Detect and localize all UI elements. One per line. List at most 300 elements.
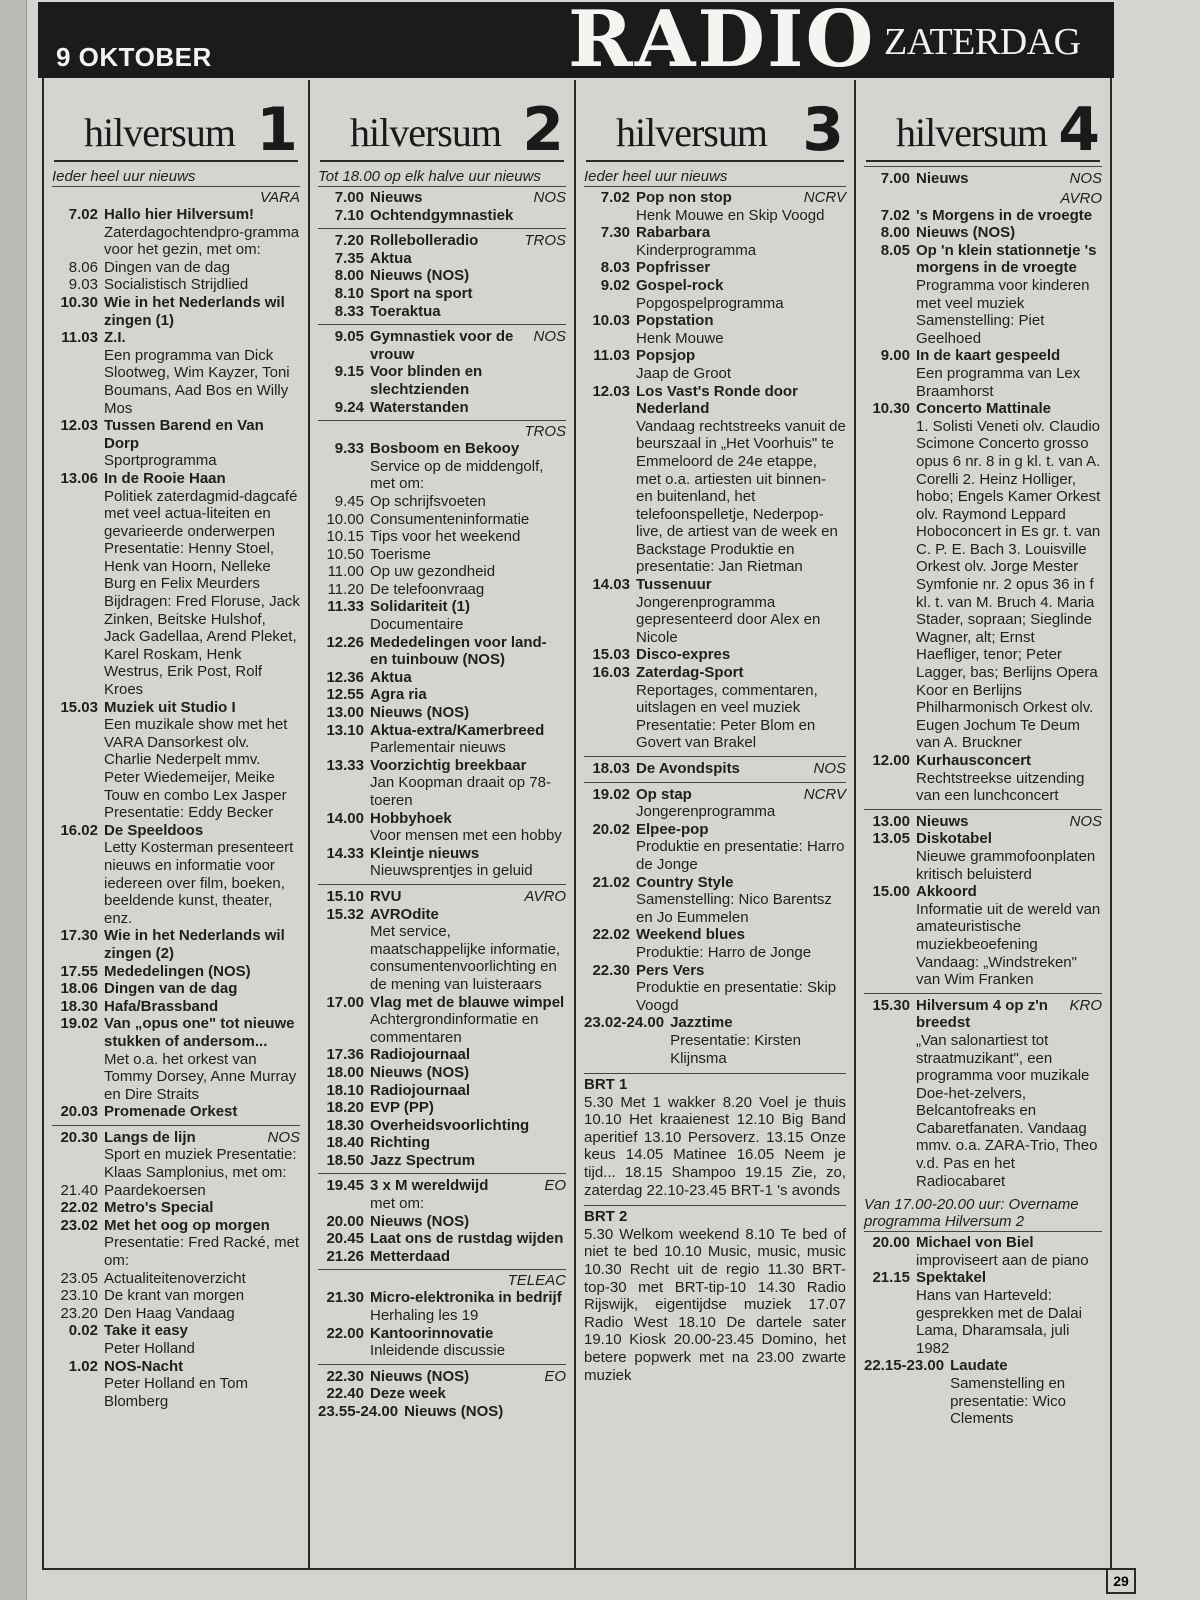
- broadcaster-tag: NOS: [533, 189, 566, 206]
- program-body: [104, 963, 300, 981]
- program-time: 15.03: [60, 698, 98, 716]
- program-time: 18.40: [326, 1134, 364, 1152]
- program-entry: [584, 874, 846, 927]
- program-time: 10.50: [326, 545, 364, 563]
- program-time: 21.26: [326, 1247, 364, 1265]
- program-time: 22.30: [326, 1367, 364, 1385]
- program-body: [636, 962, 846, 1015]
- program-title: Country Style: [636, 873, 734, 891]
- program-entry: [52, 1125, 300, 1182]
- broadcaster-tag: TROS: [524, 232, 566, 250]
- program-title: Nieuws (NOS): [404, 1403, 504, 1420]
- program-description: Achtergrondinformatie en commentaren: [370, 1011, 539, 1046]
- program-title: Nieuws (NOS): [370, 1212, 470, 1230]
- program-title: Elpee-pop: [636, 820, 709, 838]
- program-title: Metterdaad: [370, 1247, 451, 1265]
- program-body: [104, 998, 300, 1016]
- program-time: 14.03: [592, 576, 630, 594]
- program-title: Met het oog op morgen: [104, 1216, 270, 1234]
- program-body: [370, 563, 566, 581]
- program-body: [636, 347, 846, 382]
- program-time: 11.00: [327, 563, 364, 581]
- program-time: 7.30: [600, 224, 630, 242]
- program-entry: [318, 324, 566, 363]
- program-description: Vandaag rechtstreeks vanuit de beurszaal in „Het Voorhuis" te Emmeloord de 24e etappe, met o.a. artiesten uit binnen- en buitenland, het telefoonspelletje, Nederpop-live, de artiest van de week en Backstage Produktie en presentatie: Jan Rietman: [636, 417, 846, 576]
- program-title: Voor blinden en slechtzienden: [370, 363, 483, 398]
- program-entry: [52, 822, 300, 928]
- program-time: 22.02: [60, 1199, 98, 1217]
- program-body: [636, 760, 846, 778]
- program-title: Vlag met de blauwe wimpel: [370, 993, 565, 1011]
- program-entry: [52, 963, 300, 981]
- broadcaster-tag: NOS: [267, 1128, 300, 1146]
- program-entry: [52, 1199, 300, 1217]
- program-time: 8.00: [334, 267, 364, 285]
- program-time: 15.03: [592, 646, 630, 664]
- program-entry: [318, 845, 566, 880]
- program-body: [104, 699, 300, 822]
- program-title: AVROdite: [370, 905, 439, 923]
- program-description: Rechtstreekse uitzending van een lunchconcert: [916, 769, 1085, 805]
- program-title: Diskotabel: [916, 830, 992, 848]
- program-entry: [584, 1014, 846, 1067]
- program-description: Informatie uit de wereld van amateuristische muziekbeoefening Vandaag: „Windstreken" van Wim Franken: [916, 900, 1101, 989]
- program-title: Solidariteit (1): [370, 598, 471, 616]
- program-body: [916, 830, 1102, 883]
- program-body: [370, 581, 566, 599]
- program-description: Parlementair nieuws: [370, 739, 506, 757]
- program-body: [370, 546, 566, 564]
- program-entry: [318, 1152, 566, 1170]
- program-time: 18.06: [60, 980, 98, 998]
- program-entry: [318, 207, 566, 225]
- program-entry: [52, 1305, 300, 1323]
- program-description: Kinderprogramma: [636, 241, 757, 259]
- program-description: Zaterdagochtendpro-gramma voor het gezin, met om:: [104, 223, 300, 259]
- station-name: hilversum: [896, 110, 1047, 155]
- program-time: 7.10: [334, 206, 364, 224]
- program-body: [104, 980, 300, 998]
- program-body: [370, 1152, 566, 1170]
- station-number: 2: [522, 95, 564, 165]
- program-title: Aktua: [370, 668, 412, 686]
- program-title: Rabarbara: [636, 224, 711, 242]
- program-title: Langs de lijn: [104, 1128, 196, 1146]
- program-time: 18.00: [326, 1063, 364, 1081]
- program-title: In de Rooie Haan: [104, 469, 226, 487]
- program-body: [636, 312, 846, 347]
- program-entry: [584, 962, 846, 1015]
- broadcaster-tag: EO: [544, 1177, 566, 1195]
- program-body: [404, 1403, 566, 1421]
- program-body: [370, 285, 566, 303]
- program-description: Service op de middengolf, met om:: [370, 457, 544, 493]
- program-body: [104, 1015, 300, 1103]
- program-body: [370, 440, 566, 493]
- program-body: [370, 1230, 566, 1248]
- program-entry: [318, 1046, 566, 1064]
- program-description: Met o.a. het orkest van Tommy Dorsey, Anne Murray en Dire Straits: [104, 1050, 297, 1103]
- program-time: 13.00: [326, 704, 364, 722]
- program-time: 9.03: [68, 276, 98, 294]
- program-title: Dingen van de dag: [104, 258, 230, 276]
- broadcaster-tag: AVRO: [524, 887, 566, 905]
- program-title: Nieuws (NOS): [370, 704, 470, 722]
- program-title: 's Morgens in de vroegte: [916, 206, 1093, 224]
- program-entry: [584, 259, 846, 277]
- program-description: Politiek zaterdagmid-dagcafé met veel actua-liteiten en gevarieerde onderwerpen Presentatie: Henny Stoel, Henk van Hoorn, Nelleke Burg en Felix Meurders Bijdragen: Fred Floruse, Jack Zinken, Beitske Hulshof, Jack Gadellaa, Arend Pleket, Karel Roskam, Henk Westrus, Erik Post, Rolf Kroes: [104, 487, 300, 699]
- program-time: 15.30: [872, 996, 910, 1014]
- program-time: 21.02: [592, 873, 630, 891]
- program-body: [370, 1082, 566, 1100]
- program-time: 20.00: [326, 1212, 364, 1230]
- program-title: Mededelingen (NOS): [104, 962, 251, 980]
- program-title: Waterstanden: [370, 398, 469, 416]
- program-entry: [318, 363, 566, 398]
- program-entry: [864, 1234, 1102, 1269]
- program-time: 22.00: [326, 1324, 364, 1342]
- program-entry: [52, 259, 300, 277]
- program-title: Op 'n klein stationnetje 's morgens in de vroegte: [916, 241, 1097, 277]
- program-time: 15.10: [326, 887, 364, 905]
- program-body: [370, 363, 566, 398]
- program-body: [636, 576, 846, 646]
- station-number: 3: [802, 95, 844, 165]
- program-title: Popstation: [636, 312, 714, 330]
- program-entry: [318, 1248, 566, 1266]
- program-title: Radiojournaal: [370, 1046, 471, 1064]
- program-description: improviseert aan de piano: [916, 1251, 1089, 1269]
- program-entry: [584, 189, 846, 224]
- program-time: 23.05: [60, 1269, 98, 1287]
- program-time: 7.20: [334, 232, 364, 250]
- program-title: Jazztime: [670, 1014, 733, 1032]
- program-body: [370, 1064, 566, 1082]
- program-entry: [864, 207, 1102, 225]
- page-header: [38, 0, 1114, 85]
- program-title: Los Vast's Ronde door Nederland: [636, 382, 798, 418]
- program-description: Peter Holland: [104, 1340, 195, 1357]
- broadcaster-tag: EO: [544, 1367, 566, 1385]
- program-title: Laat ons de rustdag wijden: [370, 1230, 564, 1248]
- program-time: 11.20: [327, 580, 364, 598]
- program-title: Pers Vers: [636, 961, 705, 979]
- program-title: Rollebolleradio: [370, 232, 479, 250]
- program-entry: [318, 906, 566, 994]
- program-body: [916, 997, 1102, 1191]
- section-title: RADIO: [568, 0, 876, 85]
- program-title: Nieuws (NOS): [916, 224, 1016, 242]
- program-title: Metro's Special: [104, 1199, 214, 1217]
- program-title: Tussen Barend en Van Dorp: [104, 417, 264, 452]
- program-entry: [318, 1230, 566, 1248]
- program-entry: [52, 417, 300, 470]
- program-title: Toerisme: [370, 545, 431, 563]
- program-title: Socialistisch Strijdlied: [104, 276, 249, 294]
- program-description: met om:: [370, 1195, 425, 1213]
- program-title: Ochtendgymnastiek: [370, 206, 514, 224]
- program-time: 13.33: [326, 756, 364, 774]
- station-number: 4: [1058, 95, 1100, 165]
- program-entry: [318, 528, 566, 546]
- program-time: 9.33: [334, 440, 364, 458]
- program-time: 7.02: [880, 206, 910, 224]
- program-entry: [864, 400, 1102, 752]
- program-entry: [318, 399, 566, 417]
- program-time: 12.55: [326, 686, 364, 704]
- program-time: 9.00: [880, 347, 910, 365]
- station-header: [866, 80, 1100, 165]
- station-header: [54, 80, 298, 165]
- program-entry: [864, 224, 1102, 242]
- program-entry: [318, 581, 566, 599]
- program-body: [636, 259, 846, 277]
- program-body: [916, 242, 1102, 348]
- program-body: [370, 528, 566, 546]
- program-body: [670, 1014, 846, 1067]
- program-time: 0.02: [68, 1322, 98, 1340]
- program-time: 8.06: [68, 258, 98, 276]
- program-entry: [52, 980, 300, 998]
- program-time: 18.10: [326, 1081, 364, 1099]
- station-header: [320, 80, 564, 165]
- program-body: [370, 1117, 566, 1135]
- program-body: [104, 329, 300, 417]
- program-body: [104, 1322, 300, 1357]
- program-time: 19.02: [60, 1015, 98, 1033]
- program-body: [370, 511, 566, 529]
- program-body: [370, 1289, 566, 1324]
- program-entry: [52, 1287, 300, 1305]
- program-entry: [318, 810, 566, 845]
- program-body: [104, 206, 300, 259]
- day-label: ZATERDAG: [884, 21, 1081, 63]
- program-title: De krant van morgen: [104, 1287, 245, 1305]
- program-body: [370, 250, 566, 268]
- program-title: Wie in het Nederlands wil zingen (1): [104, 293, 285, 329]
- program-description: Een programma van Lex Braamhorst: [916, 364, 1081, 400]
- program-body: [370, 1325, 566, 1360]
- program-title: De telefoonvraag: [370, 580, 485, 598]
- program-description: Samenstelling en presentatie: Wico Clements: [950, 1375, 1066, 1428]
- program-title: Kleintje nieuws: [370, 844, 480, 862]
- program-time: 8.05: [880, 241, 910, 259]
- program-title: Promenade Orkest: [104, 1103, 238, 1121]
- program-description: Jongerenprogramma: [636, 803, 776, 821]
- program-description: Een programma van Dick Slootweg, Wim Kayzer, Toni Boumans, Aad Bos en Willy Mos: [104, 346, 290, 417]
- program-time: 20.30: [60, 1128, 98, 1146]
- program-title: Hilversum 4 op z'n breedst: [916, 996, 1048, 1032]
- program-time: 18.20: [326, 1099, 364, 1117]
- binding-gutter: [0, 0, 27, 1600]
- program-time: 7.00: [334, 189, 364, 206]
- station-column-hilversum-1: [44, 80, 308, 1568]
- program-description: Sport en muziek Presentatie: Klaas Samplonius, met om:: [104, 1146, 297, 1182]
- program-entry: [584, 756, 846, 778]
- program-body: [370, 722, 566, 757]
- program-description: Henk Mouwe en Skip Voogd: [636, 206, 825, 224]
- program-title: Weekend blues: [636, 926, 745, 944]
- news-note: Ieder heel uur nieuws: [52, 168, 300, 187]
- program-title: EVP (PP): [370, 1099, 434, 1117]
- program-time: 12.03: [60, 417, 98, 435]
- program-entry: [318, 1173, 566, 1212]
- program-body: [636, 224, 846, 259]
- program-body: [104, 927, 300, 962]
- program-title: Hallo hier Hilversum!: [104, 206, 255, 223]
- program-entry: [318, 634, 566, 669]
- program-body: [916, 207, 1102, 225]
- program-entry: [584, 383, 846, 577]
- program-title: Nieuws (NOS): [370, 267, 470, 285]
- program-entry: [864, 347, 1102, 400]
- program-time: 17.36: [326, 1046, 364, 1064]
- program-time: 17.55: [60, 962, 98, 980]
- program-body: [636, 277, 846, 312]
- program-time: 10.00: [326, 510, 364, 528]
- program-title: Zaterdag-Sport: [636, 664, 744, 682]
- broadcaster-tag: NOS: [1069, 812, 1102, 830]
- program-entry: [864, 993, 1102, 1191]
- program-body: [370, 207, 566, 225]
- program-title: Nieuws: [916, 170, 969, 187]
- program-body: [104, 276, 300, 294]
- program-entry: [318, 757, 566, 810]
- program-body: [916, 400, 1102, 752]
- program-entry: [318, 686, 566, 704]
- program-time: 20.03: [60, 1103, 98, 1121]
- program-time: 11.33: [327, 598, 364, 616]
- program-title: Gymnastiek voor de vrouw: [370, 328, 514, 363]
- program-title: Nieuws: [916, 812, 969, 830]
- program-title: Tips voor het weekend: [370, 528, 521, 546]
- program-body: [370, 598, 566, 633]
- program-title: Wie in het Nederlands wil zingen (2): [104, 927, 285, 962]
- program-description: Presentatie: Kirsten Klijnsma: [670, 1031, 801, 1067]
- program-body: [370, 669, 566, 687]
- broadcaster-label: VARA: [259, 189, 300, 206]
- station-header: [586, 80, 844, 165]
- program-title: Popsjop: [636, 347, 696, 365]
- program-title: Disco-expres: [636, 646, 731, 664]
- program-entry: [584, 646, 846, 664]
- brt-text: 5.30 Met 1 wakker 8.20 Voel je thuis 10.10 Het kraaienest 12.10 Big Band aperitief 13.10 Persoverz. 13.15 Onze keus 14.05 Matinee 16.05 Neem je tijd... 18.15 Shampoo 19.15 Zie, zo, zaterdag 22.10-23.45 BRT-1 's avonds: [584, 1093, 846, 1199]
- program-description: „Van salonartiest tot straatmuzikant", een programma voor muzikale Doe-het-zelvers, Belcantofreaks en Cabaretfanaten. Vandaag mmv. o.a. ZARA-Trio, Theo v.d. Pas en het Radiocabaret: [916, 1031, 1098, 1190]
- program-body: [950, 1357, 1102, 1427]
- program-time: 20.02: [592, 820, 630, 838]
- brt-listing-brt2: [584, 1205, 846, 1384]
- program-body: [916, 1234, 1102, 1269]
- program-time: 16.02: [60, 821, 98, 839]
- program-time: 15.32: [326, 905, 364, 923]
- program-time: 14.00: [326, 809, 364, 827]
- program-body: [104, 1103, 300, 1121]
- program-time: 19.02: [592, 785, 630, 803]
- program-entry: [318, 250, 566, 268]
- program-body: [104, 417, 300, 470]
- program-body: [370, 189, 566, 207]
- program-description: Jongerenprogramma gepresenteerd door Alex en Nicole: [636, 593, 821, 646]
- program-description: Jaap de Groot: [636, 364, 732, 382]
- program-entry: [864, 166, 1102, 188]
- program-time: 22.02: [592, 926, 630, 944]
- program-body: [916, 883, 1102, 989]
- program-body: [370, 267, 566, 285]
- broadcaster-label: AVRO: [1060, 189, 1102, 207]
- program-time: 9.45: [334, 492, 364, 510]
- program-time: 8.00: [880, 224, 910, 242]
- program-body: [916, 224, 1102, 242]
- program-entry: [52, 1103, 300, 1121]
- program-body: [916, 1269, 1102, 1357]
- program-title: Akkoord: [916, 883, 977, 901]
- program-body: [104, 1287, 300, 1305]
- program-time: 22.30: [592, 961, 630, 979]
- program-title: NOS-Nacht: [104, 1357, 184, 1375]
- program-title: Mededelingen voor land- en tuinbouw (NOS): [370, 633, 547, 669]
- program-body: [104, 1358, 300, 1411]
- program-description: Letty Kosterman presenteert nieuws en informatie voor iedereen over film, boeken, beeldende kunst, theater, enz.: [104, 839, 294, 927]
- program-entry: [318, 884, 566, 906]
- program-title: Op schrijfsvoeten: [370, 492, 486, 510]
- program-entry: [584, 347, 846, 382]
- program-time: 21.15: [872, 1269, 910, 1287]
- program-body: [370, 303, 566, 321]
- program-title: Pop non stop: [636, 189, 732, 206]
- program-time: 11.03: [61, 329, 98, 347]
- program-entry: [318, 511, 566, 529]
- program-time: 10.30: [872, 400, 910, 418]
- program-entry: [318, 563, 566, 581]
- program-time: 21.40: [60, 1181, 98, 1199]
- program-entry: [318, 1082, 566, 1100]
- program-title: Kantoorinnovatie: [370, 1324, 494, 1342]
- brt-title: BRT 2: [584, 1208, 628, 1226]
- program-body: [104, 822, 300, 928]
- program-description: Henk Mouwe: [636, 329, 724, 347]
- program-title: Gospel-rock: [636, 276, 724, 294]
- program-body: [636, 786, 846, 821]
- brt-listing-brt1: [584, 1073, 846, 1199]
- program-body: [370, 1368, 566, 1386]
- program-entry: [318, 1134, 566, 1152]
- program-time: 12.03: [592, 382, 630, 400]
- broadcaster-label: TROS: [318, 420, 566, 440]
- program-title: De Speeldoos: [104, 821, 204, 839]
- program-time: 13.05: [872, 830, 910, 848]
- program-time: 13.06: [60, 469, 98, 487]
- program-entry: [318, 722, 566, 757]
- program-time: 18.30: [326, 1116, 364, 1134]
- program-title: Bosboom en Bekooy: [370, 440, 520, 458]
- program-title: Micro-elektronika in bedrijf: [370, 1289, 562, 1307]
- program-time: 22.15-23.00: [864, 1357, 945, 1375]
- program-time: 22.40: [326, 1385, 364, 1403]
- program-body: [370, 810, 566, 845]
- program-title: Toeraktua: [370, 302, 441, 320]
- program-title: Hobbyhoek: [370, 809, 452, 827]
- program-time: 9.05: [334, 328, 364, 346]
- program-title: Hafa/Brassband: [104, 997, 219, 1015]
- program-entry: [52, 1358, 300, 1411]
- program-body: [636, 383, 846, 577]
- program-body: [370, 994, 566, 1047]
- broadcaster-tag: NCRV: [803, 189, 846, 206]
- program-entry: [584, 277, 846, 312]
- program-description: Presentatie: Fred Racké, met om:: [104, 1234, 300, 1270]
- news-note: Tot 18.00 op elk halve uur nieuws: [318, 168, 566, 187]
- program-entry: [52, 206, 300, 259]
